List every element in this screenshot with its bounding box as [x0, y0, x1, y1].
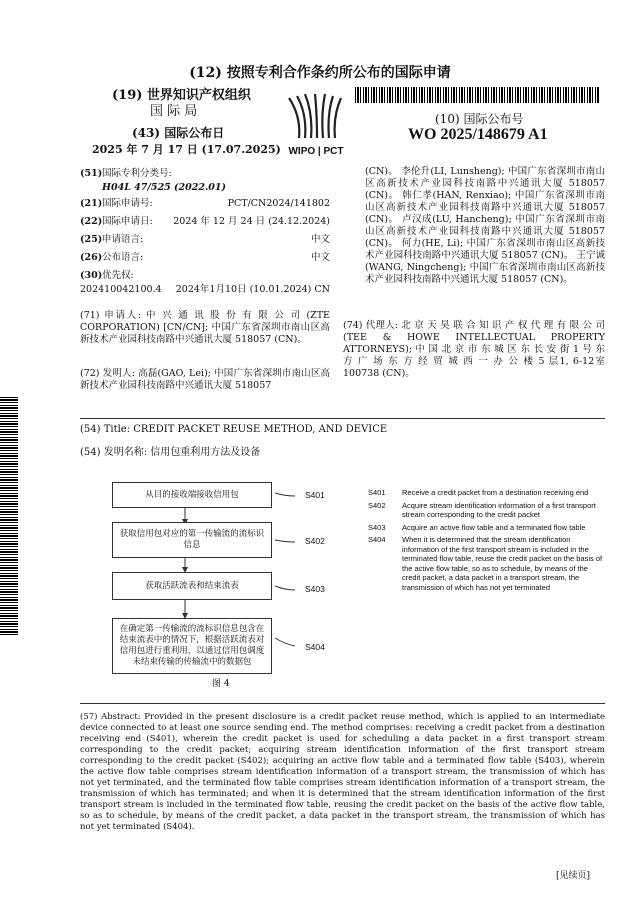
- organization-name: (19) 世界知识产权组织: [112, 88, 251, 103]
- field-code: [80, 182, 102, 198]
- wipo-logo-text: WIPO | PCT: [288, 146, 344, 157]
- legend-text: Acquire an active flow table and a terminated flow table: [402, 522, 586, 532]
- bibliographic-fields: [80, 168, 330, 300]
- publication-number: WO 2025/148679 A1: [408, 126, 548, 143]
- publication-number-label: (10) 国际公布号: [435, 112, 524, 126]
- figure-label: 图 4: [212, 679, 230, 689]
- step-label: S401: [305, 490, 325, 500]
- bureau-name: 国 际 局: [150, 104, 198, 119]
- figure-legend: [368, 488, 603, 592]
- divider: [80, 703, 605, 704]
- field-row: [80, 182, 330, 198]
- publication-date-label: (43) 国际公布日: [132, 126, 225, 140]
- field-value: PCT/CN2024/141802: [227, 198, 330, 209]
- legend-row: [368, 535, 603, 592]
- flow-step-box: 获取信用包对应的第一传输流的流标识信息: [112, 522, 272, 558]
- step-label: S403: [305, 584, 325, 594]
- barcode: [355, 87, 600, 103]
- step-label: S404: [305, 642, 325, 652]
- field-code: (26): [80, 252, 103, 263]
- field-row: [80, 234, 330, 252]
- title-chinese: (54) 发明名称: 信用包重利用方法及设备: [80, 447, 261, 458]
- field-row: [80, 198, 330, 216]
- legend-code: S403: [368, 522, 386, 532]
- continued-note: [见续页]: [556, 871, 591, 881]
- legend-code: S401: [368, 488, 386, 497]
- field-label: 申请语言:: [102, 234, 144, 245]
- side-barcode: [0, 395, 18, 635]
- field-code: (30): [80, 270, 103, 281]
- legend-code: S402: [368, 500, 386, 510]
- inventors-continued: (CN)。 李伦升(LI, Lunsheng); 中国广东省深圳市南山区高新技术产业园科技南路中兴通讯大厦 518057 (CN)。 韩仁孝(HAN, Renxiao); 中国广东省深圳市南山区高新技术产业园科技南路中兴通讯大厦 518057 (CN)。 卢汉成(LU, Hancheng); 中国广东省深圳市南山区高新技术产业园科技南路中兴通讯大厦 518057 (CN)。 何力(HE, Li); 中国广东省深圳市南山区高新技术产业园科技南路中兴通讯大厦 518057 (CN)。 王宁诚(WANG, Ningcheng); 中国广东省深圳市南山区高新技术产业园科技南路中兴通讯大厦 518057 (CN)。: [365, 166, 605, 285]
- flow-step-box: 从目的接收端接收信用包: [112, 482, 272, 508]
- legend-text: Receive a credit packet from a destination receiving end: [402, 488, 589, 497]
- publication-date: 2025 年 7 月 17 日 (17.07.2025): [92, 143, 281, 156]
- field-label: 公布语言:: [102, 252, 144, 263]
- field-code: (25): [80, 234, 103, 245]
- legend-text: When it is determined that the stream identification information of the first transport stream is included in the terminated flow table, reuse the credit packet on the basis of the active flow table, so as to schedule, by means of the credit packet, a data packet in a transport stream, the transmission of which has not yet terminated: [402, 535, 603, 592]
- field-label: 202410042100.4: [80, 284, 162, 295]
- field-code: (22): [80, 216, 103, 227]
- field-value: 中文: [310, 234, 330, 245]
- field-row: [80, 168, 330, 182]
- field-label: 国际专利分类号:: [102, 168, 172, 179]
- field-label: 国际申请日:: [102, 216, 153, 227]
- legend-text: Acquire stream identification information of a first transport stream corresponding to the credit packet: [402, 500, 596, 519]
- legend-code: S404: [368, 535, 386, 544]
- field-row: [80, 284, 330, 300]
- flow-step-box: 获取活跃流表和结束流表: [112, 572, 272, 600]
- field-row: [80, 216, 330, 234]
- field-value: 2024年1月10日 (10.01.2024) CN: [175, 284, 330, 295]
- step-label: S402: [305, 536, 325, 546]
- agent: (74) 代理人: 北 京 天 昊 联 合 知 识 产 权 代 理 有 限 公 司 (TEE & HOWE INTELLECTUAL PROPERTY ATTORNEYS); 中 国 北 京 市 东 城 区 东 长 安 街 1 号 东 方 广 场 东 方 经 贸 城 西 一 办 公 楼 5 层1, 6-12室 100738 (CN)。: [343, 320, 605, 379]
- legend-row: [368, 488, 603, 498]
- field-label: 国际申请号:: [102, 198, 153, 209]
- inventor: (72) 发明人: 高磊(GAO, Lei); 中国广东省深圳市南山区高新技术产业园科技南路中兴通讯大厦 518057: [80, 368, 330, 391]
- field-label: H04L 47/525 (2022.01): [102, 182, 226, 193]
- field-code: (51): [80, 168, 103, 179]
- field-value: 中文: [310, 252, 330, 263]
- title-english: (54) Title: CREDIT PACKET REUSE METHOD, AND DEVICE: [80, 424, 388, 435]
- field-row: [80, 270, 330, 284]
- field-value: 2024 年 12 月 24 日 (24.12.2024): [173, 216, 330, 227]
- legend-row: [368, 501, 603, 520]
- abstract: (57) Abstract: Provided in the present disclosure is a credit packet reuse method, which is applied to an intermediate device connected to at least one source sending end. The method comprises: receiving a credit packet from a destination receiving end (S401), wherein the credit packet is used for scheduling a data packet in a first transport stream corresponding to the credit packet; acquiring stream identification information of the first transport stream corresponding to the credit packet (S402); acquiring an active flow table and a terminated flow table (S403), wherein the active flow table comprises stream identification information of a transport stream, the transmission of which has not yet terminated, and the terminated flow table comprises stream identification information of a transport stream, the transmission of which has terminated; and when it is determined that the stream identification information of the first transport stream is included in the terminated flow table, reusing the credit packet on the basis of the active flow table, so as to schedule, by means of the credit packet, a data packet in the transport stream, the transmission of which has not yet terminated (S404).: [80, 712, 605, 832]
- flow-step-box: 在确定第一传输流的流标识信息包含在结束流表中的情况下，根据活跃流表对信用包进行重利用，以通过信用包调度未结束传输的传输流中的数据包: [112, 618, 272, 674]
- document-title: (12) 按照专利合作条约所公布的国际申请: [189, 65, 451, 81]
- divider: [80, 418, 605, 419]
- legend-row: [368, 523, 603, 533]
- field-label: 优先权:: [102, 270, 134, 281]
- wipo-logo: [281, 88, 351, 158]
- field-code: (21): [80, 198, 103, 209]
- field-row: [80, 252, 330, 270]
- applicant: (71) 申请人: 中 兴 通 讯 股 份 有 限 公 司 (ZTE CORPORATION) [CN/CN]; 中国广东省深圳市南山区高新技术产业园科技南路中兴通讯大厦 518057 (CN)。: [80, 310, 330, 345]
